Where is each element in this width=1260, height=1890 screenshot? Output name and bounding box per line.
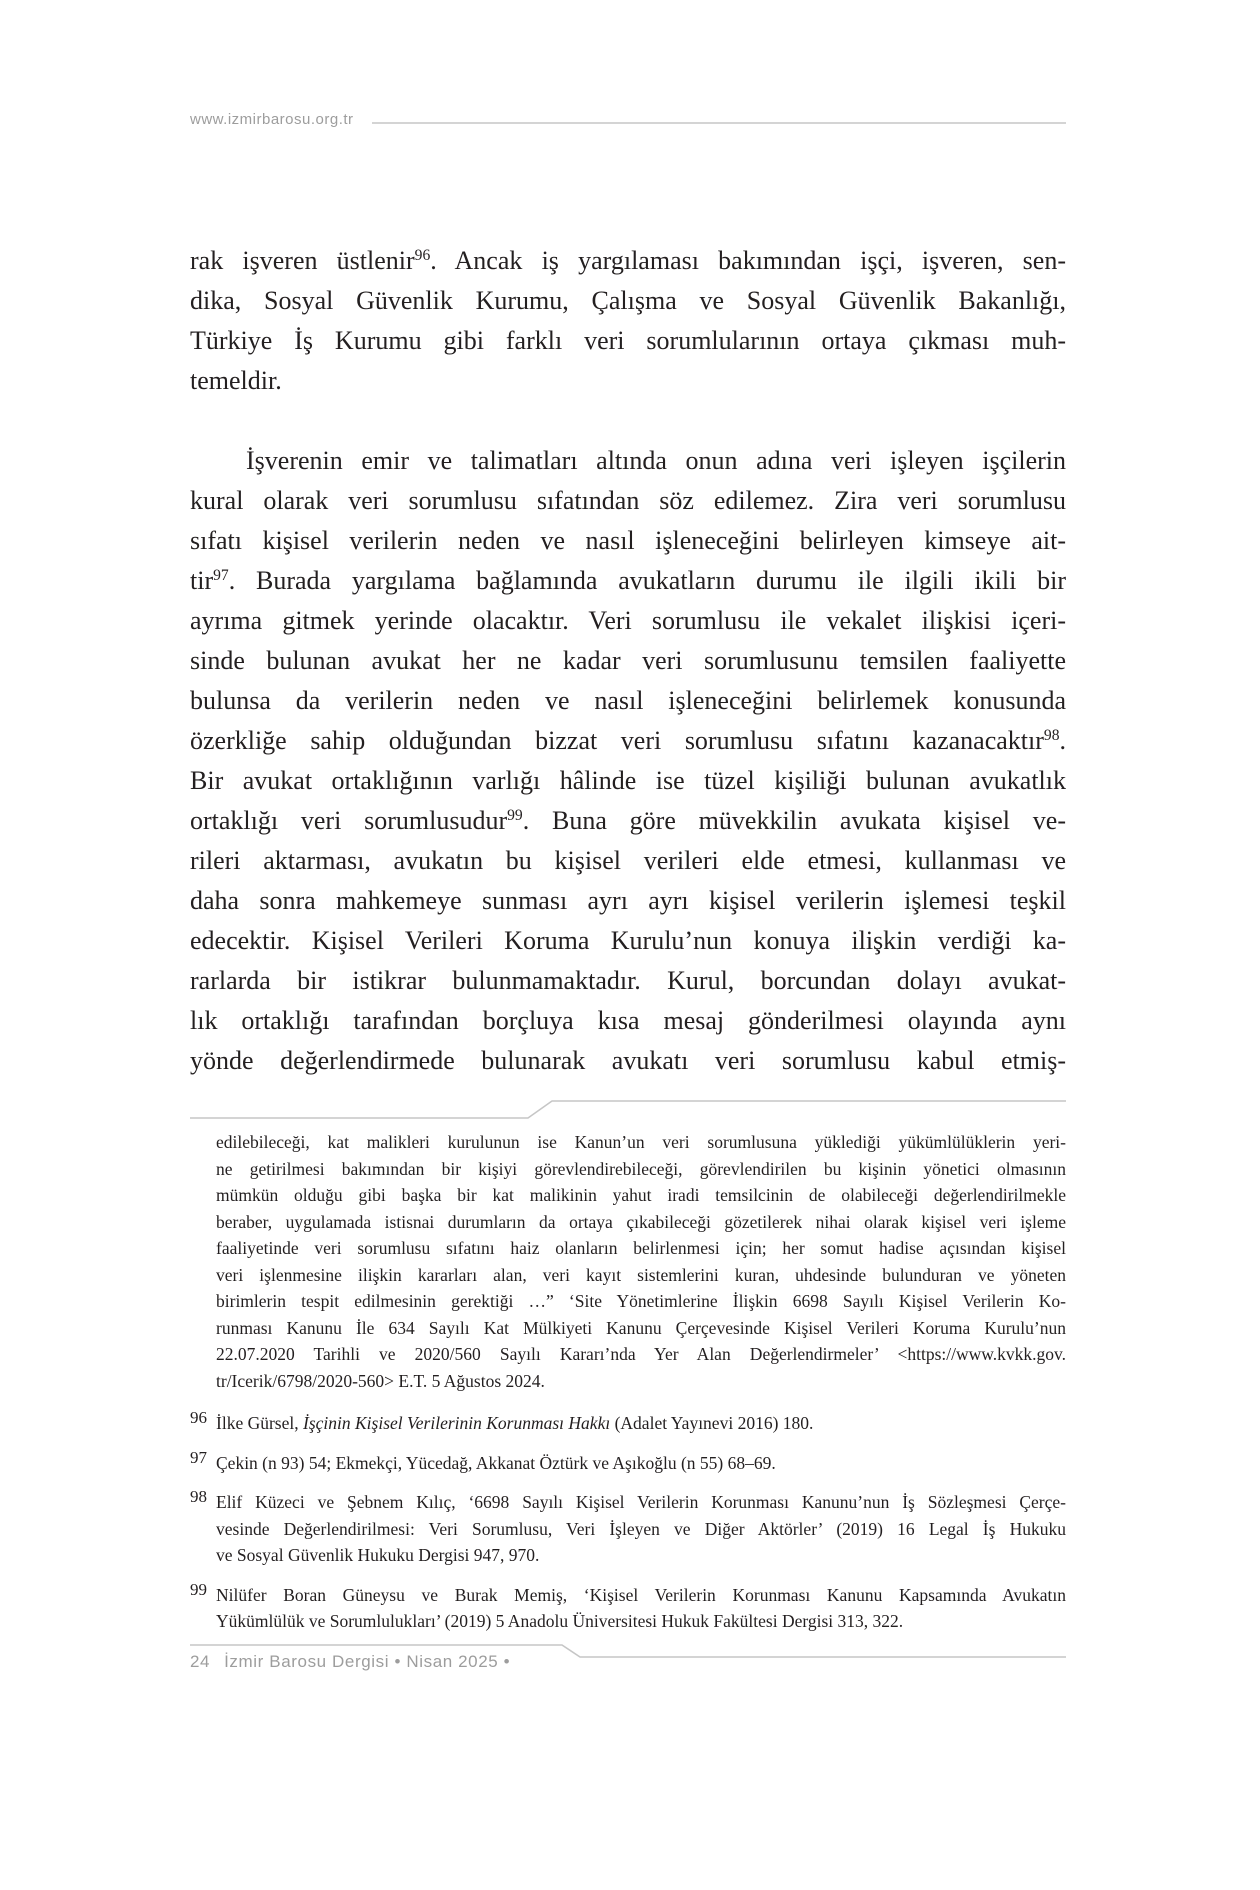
footnote-line: Nilüfer Boran Güneysu ve Burak Memiş, ‘Kişisel Verilerin Korunması Kanunu Kapsamında Avukatın bbox=[216, 1584, 1066, 1605]
body-line: kural olarak veri sorumlusu sıfatından söz edilemez. Zira veri sorumlusu bbox=[190, 486, 1066, 515]
footnote-line: tr/Icerik/6798/2020-560> E.T. 5 Ağustos 2024. bbox=[216, 1370, 545, 1391]
footnote-line: Yükümlülük ve Sorumlulukları’ (2019) 5 Anadolu Üniversitesi Hukuk Fakültesi Dergisi 313, 322. bbox=[216, 1611, 904, 1631]
body-line: rileri aktarması, avukatın bu kişisel verileri elde etmesi, kullanması ve bbox=[190, 846, 1066, 875]
footnote-line: edilebileceği, kat malikleri kurulunun ise Kanun’un veri sorumlusuna yüklediği yükümlülüklerin yeri- bbox=[216, 1132, 1066, 1152]
footnote-ref: 96 bbox=[414, 246, 431, 264]
body-line: daha sonra mahkemeye sunması ayrı ayrı kişisel verilerin işlemesi teşkil bbox=[190, 886, 1066, 915]
footnote-number: 96 bbox=[190, 1408, 207, 1427]
footnote-line: vesinde Değerlendirilmesi: Veri Sorumlusu, Veri İşleyen ve Diğer Aktörler’ (2019) 16 Legal İş Hukuku bbox=[216, 1518, 1066, 1539]
body-text: rak işveren üstlenir bbox=[190, 246, 415, 275]
body-text: özerkliğe sahip olduğundan bizzat veri sorumlusu sıfatını kazanacaktır bbox=[190, 726, 1044, 755]
body-line: sinde bulunan avukat her ne kadar veri sorumlusunu temsilen faaliyette bbox=[190, 646, 1066, 675]
footnote-text: (Adalet Yayınevi 2016) 180. bbox=[610, 1413, 814, 1433]
body-line: sıfatı kişisel verilerin neden ve nasıl işleneceğini belirleyen kimseye ait- bbox=[190, 526, 1066, 555]
footnote-line: birimlerin tespit edilmesinin gerektiği …” ‘Site Yönetimlerine İlişkin 6698 Sayılı Kişisel Verilerin Ko- bbox=[216, 1291, 1066, 1311]
footnote-ref: 97 bbox=[213, 566, 229, 584]
footnote-line: Çekin (n 93) 54; Ekmekçi, Yücedağ, Akkanat Öztürk ve Aşıkoğlu (n 55) 68–69. bbox=[216, 1452, 776, 1473]
body-line: temeldir. bbox=[190, 366, 282, 395]
body-text: . Burada yargılama bağlamında avukatların durumu ile ilgili ikili bir bbox=[228, 566, 1066, 595]
body-line: İşverenin emir ve talimatları altında onun adına veri işleyen işçilerin bbox=[246, 446, 1066, 475]
header-site-url: www.izmirbarosu.org.tr bbox=[190, 111, 354, 128]
body-line: yönde değerlendirmede bulunarak avukatı veri sorumlusu kabul etmiş- bbox=[190, 1046, 1066, 1075]
footnote-book-title: İşçinin Kişisel Verilerinin Korunması Hakkı bbox=[303, 1413, 611, 1433]
page-footer bbox=[190, 1651, 510, 1673]
body-line: Bir avukat ortaklığının varlığı hâlinde ise tüzel kişiliği bulunan avukatlık bbox=[190, 766, 1066, 795]
footnote-line: mümkün olduğu gibi başka bir kat malikinin yahut iradi temsilcinin de olabileceği değerlendirilmekle bbox=[216, 1185, 1066, 1205]
footnote-line: 22.07.2020 Tarihli ve 2020/560 Sayılı Kararı’nda Yer Alan Değerlendirmeler’ <https://www.kvkk.gov. bbox=[216, 1344, 1066, 1364]
footnote-ref: 98 bbox=[1043, 726, 1060, 744]
body-line: ayrıma gitmek yerinde olacaktır. Veri sorumlusu ile vekalet ilişkisi içeri- bbox=[190, 606, 1066, 635]
footnote-line: veri işlenmesine ilişkin kararları alan, veri kayıt sistemlerini kuran, uhdesinde bulunduran ve yöneten bbox=[216, 1264, 1066, 1285]
footnote-line: beraber, uygulamada istisnai durumların da ortaya çıkabileceği gözetilerek nihai olarak kişisel veri işleme bbox=[216, 1211, 1066, 1232]
footnote-line: faaliyetinde veri sorumlusu sıfatını haiz olanların belirlenmesi için; her somut hadise açısından kişisel bbox=[216, 1238, 1066, 1258]
page-number: 24 bbox=[190, 1652, 211, 1671]
body-text: tir bbox=[190, 566, 214, 595]
footnote-line: Elif Küzeci ve Şebnem Kılıç, ‘6698 Sayılı Kişisel Verilerin Korunması Kanunu’nun İş Sözleşmesi Çerçe- bbox=[216, 1492, 1066, 1512]
body-text: . Ancak iş yargılaması bakımından işçi, işveren, sen- bbox=[430, 246, 1067, 275]
body-text: . Buna göre müvekkilin avukata kişisel ve- bbox=[522, 806, 1066, 835]
footnote-ref: 99 bbox=[507, 806, 523, 824]
body-line: bulunsa da verilerin neden ve nasıl işleneceğini belirlemek konusunda bbox=[190, 686, 1066, 715]
footnote-number: 97 bbox=[190, 1447, 207, 1467]
body-line: lık ortaklığı tarafından borçluya kısa mesaj gönderilmesi olayında aynı bbox=[190, 1006, 1066, 1035]
body-line: Türkiye İş Kurumu gibi farklı veri sorumlularının ortaya çıkması muh- bbox=[190, 326, 1066, 355]
footnote-text: İlke Gürsel, bbox=[216, 1413, 303, 1433]
body-text: ortaklığı veri sorumlusudur bbox=[190, 806, 508, 835]
journal-issue: İzmir Barosu Dergisi • Nisan 2025 • bbox=[224, 1652, 511, 1671]
body-line: dika, Sosyal Güvenlik Kurumu, Çalışma ve Sosyal Güvenlik Bakanlığı, bbox=[190, 286, 1066, 315]
footnote-line: runması Kanunu İle 634 Sayılı Kat Mülkiyeti Kanunu Çerçevesinde Kişisel Verileri Koruma Kurulu’nun bbox=[216, 1317, 1066, 1338]
body-line: rarlarda bir istikrar bulunmamaktadır. Kurul, borcundan dolayı avukat- bbox=[190, 966, 1066, 995]
body-text: . bbox=[1059, 726, 1066, 755]
footnote-number: 98 bbox=[190, 1487, 207, 1506]
footnote-line: ne getirilmesi bakımından bir kişiyi görevlendirebileceği, görevlendirilen bu kişinin yönetici olmasının bbox=[216, 1158, 1066, 1179]
footnote-number: 99 bbox=[190, 1579, 207, 1599]
body-line: edecektir. Kişisel Verileri Koruma Kurulu’nun konuya ilişkin verdiği ka- bbox=[190, 926, 1066, 955]
footnote-line: ve Sosyal Güvenlik Hukuku Dergisi 947, 970. bbox=[216, 1545, 540, 1565]
